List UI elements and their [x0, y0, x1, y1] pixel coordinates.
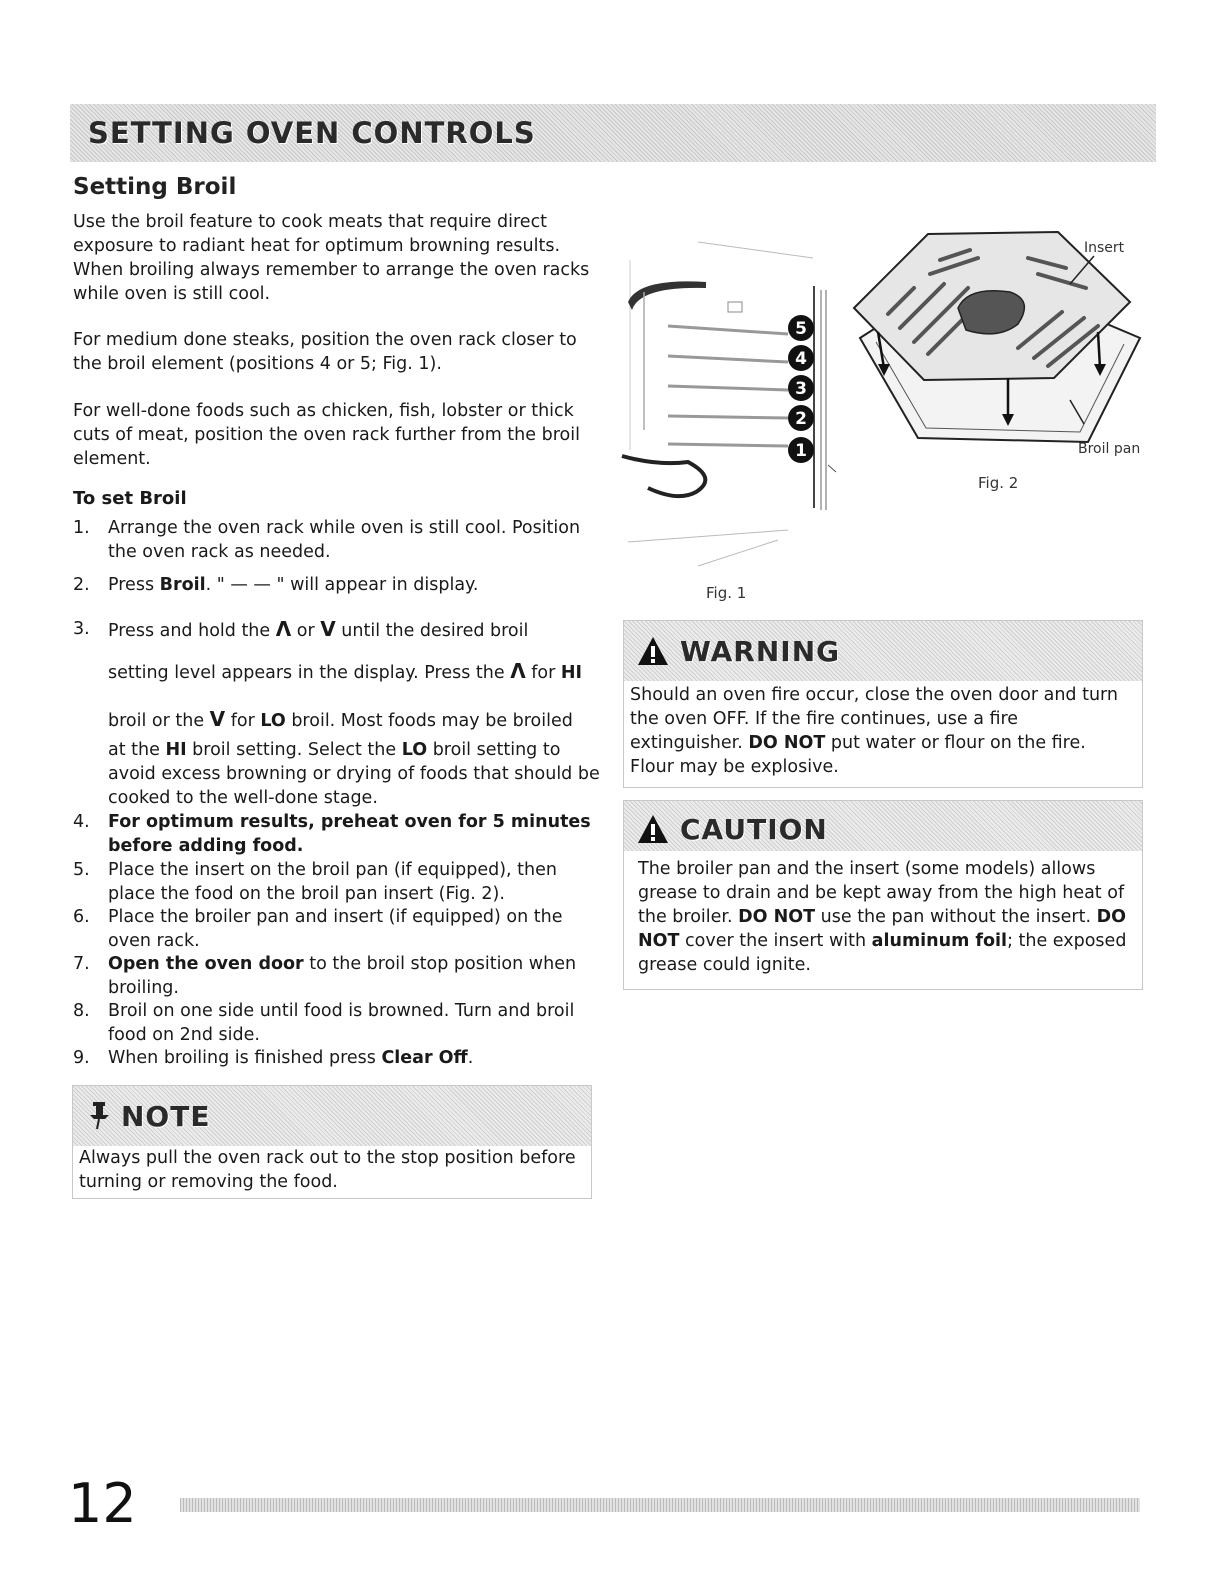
caution-header — [624, 801, 1142, 851]
svg-text:2: 2 — [795, 409, 807, 429]
broil-key: Broil — [159, 575, 206, 595]
step-text: Press Broil. " — — " will appear in display. — [108, 575, 479, 595]
rack-position-1 — [788, 437, 814, 463]
note-text: Always pull the oven rack out to the stop position before turning or removing the food. — [79, 1148, 576, 1192]
broil-pan-callout: Broil pan — [1078, 441, 1141, 457]
step-number: 6. — [73, 907, 90, 927]
figure-2-label: Fig. 2 — [978, 474, 1019, 492]
subheading-to-set-broil: To set Broil — [73, 488, 187, 509]
warning-label: WARNING — [680, 635, 841, 668]
svg-text:4: 4 — [795, 349, 807, 369]
up-arrow-icon: Λ — [275, 617, 292, 641]
insert-callout: Insert — [1084, 240, 1125, 256]
step-text: Place the broiler pan and insert (if equipped) on the oven rack. — [108, 907, 563, 951]
step-number: 8. — [73, 1001, 90, 1021]
step-number: 9. — [73, 1048, 90, 1068]
step-number: 3. — [73, 619, 90, 639]
note-label: NOTE — [121, 1100, 211, 1133]
figure-1-label: Fig. 1 — [706, 584, 747, 602]
footer-bar — [180, 1498, 1140, 1512]
up-arrow-icon: Λ — [510, 659, 526, 683]
warning-triangle-icon — [636, 635, 670, 667]
step-number: 4. — [73, 812, 90, 832]
step-number: 2. — [73, 575, 90, 595]
step-3 — [73, 617, 603, 808]
step-number: 1. — [73, 518, 90, 538]
caution-label: CAUTION — [680, 813, 828, 846]
step-text: For optimum results, preheat oven for 5 minutes before adding food. — [108, 812, 591, 856]
step-text: Broil on one side until food is browned. Turn and broil food on 2nd side. — [108, 1001, 575, 1045]
step-text: When broiling is finished press Clear Off. — [108, 1048, 474, 1068]
note-header — [73, 1086, 591, 1146]
caution-text: The broiler pan and the insert (some models) allows grease to drain and be kept away from the high heat of the broiler. DO NOT use the pan without the insert. DO NOT cover the insert with aluminum foil; the exposed grease could ignite. — [638, 859, 1127, 975]
pushpin-icon — [87, 1100, 113, 1130]
caution-triangle-icon — [636, 813, 670, 845]
rack-position-5 — [788, 315, 814, 341]
step-text: Place the insert on the broil pan (if equipped), then place the food on the broil pan insert (Fig. 2). — [108, 860, 557, 904]
svg-text:3: 3 — [795, 379, 807, 399]
step-text: Arrange the oven rack while oven is still cool. Position the oven rack as needed. — [108, 518, 581, 562]
note-box — [72, 1085, 592, 1199]
medium-paragraph: For medium done steaks, position the oven rack closer to the broil element (positions 4 or 5; Fig. 1). — [73, 330, 577, 374]
section-heading: Setting Broil — [73, 174, 237, 200]
step-text: Press and hold the Λ or V until the desired broil setting level appears in the display. Press the Λ for HI broil or the V for LO broil. Most foods may be broiled at the HI broil setting. Select the LO broil setting to avoid excess browning or drying of foods that should be cooked to the well-done stage. — [108, 617, 600, 808]
page-title: SETTING OVEN CONTROLS — [88, 116, 536, 150]
warning-box — [623, 620, 1143, 788]
section-banner — [70, 104, 1156, 162]
rack-position-4 — [788, 345, 814, 371]
warning-text: Should an oven fire occur, close the oven door and turn the oven OFF. If the fire continues, use a fire extinguisher. DO NOT put water or flour on the fire. Flour may be explosive. — [630, 685, 1119, 777]
step-text: Open the oven door to the broil stop position when broiling. — [108, 954, 577, 998]
step-number: 7. — [73, 954, 90, 974]
welldone-paragraph: For well-done foods such as chicken, fish, lobster or thick cuts of meat, position the oven rack further from the broil element. — [73, 401, 580, 469]
warning-header — [624, 621, 1142, 681]
page-number: 12 — [68, 1472, 137, 1535]
caution-box — [623, 800, 1143, 990]
svg-text:1: 1 — [795, 441, 807, 461]
down-arrow-icon: V — [209, 707, 226, 731]
rack-position-2 — [788, 405, 814, 431]
intro-paragraph: Use the broil feature to cook meats that require direct exposure to radiant heat for optimum browning results. When broiling always remember to arrange the oven racks while oven is still cool. — [73, 212, 590, 304]
down-arrow-icon: V — [320, 617, 336, 641]
figure-broil-pan-insert — [848, 228, 1148, 458]
svg-text:5: 5 — [795, 319, 807, 339]
clear-off-key: Clear Off — [381, 1048, 468, 1068]
rack-position-3 — [788, 375, 814, 401]
figure-oven-rack-positions — [618, 230, 848, 590]
step-number: 5. — [73, 860, 90, 880]
